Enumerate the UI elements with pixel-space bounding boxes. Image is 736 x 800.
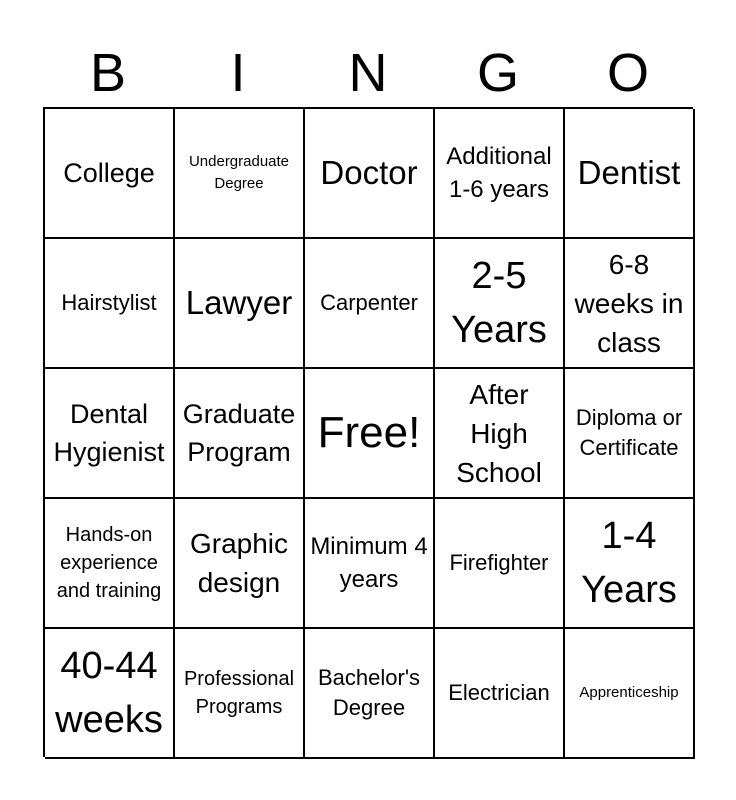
bingo-cell[interactable] (175, 369, 305, 499)
cell-text: Hairstylist (61, 290, 157, 315)
cell-text: After High School (456, 378, 542, 488)
bingo-grid (43, 107, 693, 757)
cell-text: Lawyer (185, 284, 293, 321)
bingo-cell[interactable] (175, 499, 305, 629)
bingo-cell[interactable] (45, 369, 175, 499)
header-letter-i: I (230, 43, 246, 103)
bingo-cell[interactable] (45, 629, 175, 759)
cell-text: Firefighter (449, 550, 549, 575)
bingo-cell[interactable] (305, 239, 435, 369)
bingo-cell[interactable] (305, 499, 435, 629)
cell-text: College (63, 158, 155, 188)
cell-text: Professional Programs (183, 668, 295, 718)
cell-text: Apprenticeship (579, 684, 679, 701)
cell-text: Carpenter (320, 290, 418, 315)
cell-text: Graduate Program (182, 399, 296, 467)
bingo-cell[interactable] (435, 629, 565, 759)
bingo-header (43, 40, 693, 106)
header-letter-b: B (89, 43, 127, 103)
cell-text: Free! (317, 408, 421, 457)
cell-text: Diploma or Certificate (575, 405, 683, 460)
cell-text: Bachelor's Degree (317, 665, 421, 720)
cell-text: 6-8 weeks in class (574, 248, 684, 358)
bingo-cell[interactable] (175, 109, 305, 239)
bingo-cell[interactable] (565, 109, 695, 239)
bingo-cell[interactable] (45, 109, 175, 239)
cell-text: Undergraduate Degree (188, 153, 290, 192)
cell-text: Minimum 4 years (310, 533, 428, 593)
cell-text: Hands-on experience and training (56, 524, 162, 602)
bingo-cell[interactable] (45, 499, 175, 629)
bingo-cell[interactable] (565, 369, 695, 499)
bingo-cell[interactable] (435, 109, 565, 239)
header-letter-g: G (476, 43, 519, 103)
cell-text: 40-44 weeks (55, 645, 163, 741)
bingo-cell[interactable] (305, 629, 435, 759)
bingo-cell[interactable] (565, 499, 695, 629)
cell-text: Graphic design (189, 528, 289, 598)
cell-text: Dentist (577, 154, 681, 191)
bingo-cell[interactable] (435, 499, 565, 629)
bingo-cell[interactable] (175, 239, 305, 369)
cell-text: Dental Hygienist (53, 399, 165, 467)
bingo-cell[interactable] (435, 369, 565, 499)
bingo-cell[interactable] (565, 239, 695, 369)
cell-text: 1-4 Years (581, 515, 677, 611)
header-letter-n: N (348, 43, 388, 103)
bingo-cell[interactable] (45, 239, 175, 369)
header-letter-o: O (606, 43, 649, 103)
cell-text: Electrician (448, 680, 550, 705)
cell-text: Additional 1-6 years (446, 143, 552, 203)
bingo-cell[interactable] (565, 629, 695, 759)
bingo-cell[interactable] (175, 629, 305, 759)
cell-text: 2-5 Years (451, 255, 547, 351)
bingo-cell-free[interactable] (305, 369, 435, 499)
bingo-cell[interactable] (435, 239, 565, 369)
bingo-cell[interactable] (305, 109, 435, 239)
cell-text: Doctor (320, 154, 418, 191)
